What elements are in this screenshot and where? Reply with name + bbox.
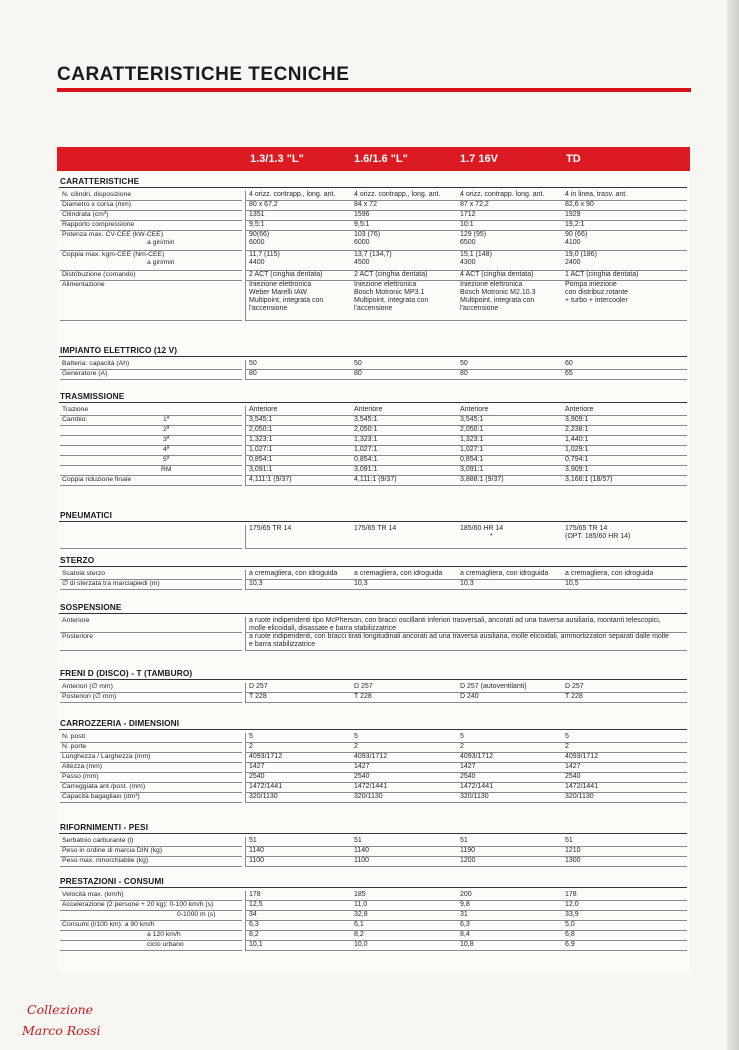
table-cell: 1,323:1 xyxy=(460,436,484,443)
section-rule xyxy=(59,679,687,680)
page-title: CARATTERISTICHE TECNICHE xyxy=(57,64,350,85)
table-cell: 6500 xyxy=(460,239,476,246)
table-cell: 185/60 HR 14 xyxy=(460,525,504,532)
gear-label: 3ª xyxy=(163,436,170,443)
row-label: Alimentazione xyxy=(62,281,105,288)
page-edge xyxy=(727,0,739,1050)
table-cell: 6,3 xyxy=(249,921,259,928)
table-cell: 4093/1712 xyxy=(354,753,388,760)
table-cell: 9,8 xyxy=(460,901,470,908)
table-cell: 4 in linea, trasv. ant. xyxy=(565,191,628,198)
table-cell: 4100 xyxy=(565,239,581,246)
table-cell: 1100 xyxy=(354,857,370,864)
table-cell: 65 xyxy=(565,370,573,377)
table-cell: 10,1 xyxy=(249,941,263,948)
section-title: PNEUMATICI xyxy=(60,510,113,520)
table-cell: 3,909:1 xyxy=(565,416,589,423)
table-cell: 1,029:1 xyxy=(565,446,589,453)
table-cell: 51 xyxy=(460,837,468,844)
row-label: Passo (mm) xyxy=(62,773,99,780)
table-cell: 4 ACT (cinghia dentata) xyxy=(460,271,534,278)
table-cell: 10,8 xyxy=(460,941,474,948)
section-title: RIFORNIMENTI - PESI xyxy=(60,822,149,832)
table-cell: 15,1 (148) xyxy=(460,251,492,258)
row-rule xyxy=(245,548,687,549)
row-label: Cilindrata (cm³) xyxy=(62,211,109,218)
row-rule xyxy=(245,950,687,951)
row-label: N. posti xyxy=(62,733,86,740)
section-rule xyxy=(59,833,687,834)
table-cell: 1100 xyxy=(249,857,265,864)
table-cell: T 228 xyxy=(249,693,267,700)
table-cell: 175/65 TR 14 xyxy=(565,525,608,532)
row-rule xyxy=(245,802,687,803)
gear-label: RM xyxy=(161,466,172,473)
table-cell: Anteriore xyxy=(249,406,278,413)
row-rule xyxy=(60,455,242,456)
table-cell: a cremagliera, con idroguida xyxy=(460,570,549,577)
column-divider xyxy=(245,525,246,549)
column-divider xyxy=(245,191,246,321)
table-cell: 1,027:1 xyxy=(249,446,273,453)
section-title: SOSPENSIONE xyxy=(60,602,122,612)
table-cell: 1,027:1 xyxy=(460,446,484,453)
table-cell: 8,2 xyxy=(354,931,364,938)
table-cell: 4,111:1 (9/37) xyxy=(249,476,292,483)
table-cell: 8,4 xyxy=(460,931,470,938)
row-rule xyxy=(60,379,242,380)
table-cell: 2540 xyxy=(460,773,476,780)
column-divider xyxy=(245,891,246,951)
table-cell: Bosch Motronic MP3.1 xyxy=(354,289,425,296)
table-cell: 320/1130 xyxy=(249,793,278,800)
table-cell: 19,0 (186) xyxy=(565,251,597,258)
table-cell: T 228 xyxy=(354,693,372,700)
column-divider xyxy=(245,406,246,486)
row-label: Batteria: capacità (Ah) xyxy=(62,360,130,367)
table-cell: 6000 xyxy=(354,239,370,246)
section-rule xyxy=(59,521,687,522)
row-sublabel: a 120 km/h xyxy=(147,931,181,938)
table-cell: 178 xyxy=(249,891,261,898)
column-divider xyxy=(245,683,246,703)
table-cell: Iniezione elettronica xyxy=(354,281,417,288)
table-cell: l'accensione xyxy=(249,305,288,312)
table-cell: Bosch Motronic M2.10.3 xyxy=(460,289,536,296)
row-label: Rapporto compressione xyxy=(62,221,135,228)
table-cell: 10,0 xyxy=(354,941,368,948)
table-cell: 87 x 72,2 xyxy=(460,201,489,208)
table-cell: 2 ACT (cinghia dentata) xyxy=(354,271,428,278)
table-cell: Anteriore xyxy=(565,406,594,413)
title-rule xyxy=(57,88,691,92)
section-rule xyxy=(59,887,687,888)
table-cell: 5 xyxy=(565,733,569,740)
table-cell: 4300 xyxy=(460,259,476,266)
table-cell: 1929 xyxy=(565,211,581,218)
table-cell: 4 orizz. contrapp. long. ant. xyxy=(460,191,545,198)
row-rule xyxy=(60,702,242,703)
table-cell: T 228 xyxy=(565,693,583,700)
table-cell: 5 xyxy=(249,733,253,740)
table-cell: 185 xyxy=(354,891,366,898)
table-cell: 80 xyxy=(249,370,257,377)
table-cell: 50 xyxy=(354,360,362,367)
table-header xyxy=(57,147,690,171)
table-cell: 2 xyxy=(460,743,464,750)
row-rule xyxy=(245,866,687,867)
table-cell: 3,545:1 xyxy=(249,416,273,423)
table-cell: 1300 xyxy=(565,857,581,864)
table-cell: 2400 xyxy=(565,259,581,266)
table-cell-wide: e barra stabilizzatrice xyxy=(249,641,316,648)
row-label: Anteriori (∅ mm) xyxy=(62,683,113,690)
column-header: 1.6/1.6 "L" xyxy=(354,153,408,165)
column-header: 1.7 16V xyxy=(460,153,498,165)
table-cell: 13,7 (134,7) xyxy=(354,251,392,258)
section-rule xyxy=(59,402,687,403)
table-cell: 1200 xyxy=(460,857,476,864)
table-cell: 80 x 67,2 xyxy=(249,201,278,208)
table-cell: D 257 xyxy=(565,683,584,690)
table-cell: 6,3 xyxy=(460,921,470,928)
table-cell: 6,9 xyxy=(565,941,575,948)
table-cell: l'accensione xyxy=(460,305,499,312)
table-cell: 84 x 72 xyxy=(354,201,377,208)
table-cell: 4,111:1 (9/37) xyxy=(354,476,397,483)
column-divider xyxy=(245,617,246,651)
table-cell: 51 xyxy=(249,837,257,844)
table-cell-wide: a ruote indipendenti, con bracci tirati longitudinali ancorati ad una traversa ausiliaria, molle elicoidali, ammortizzatori separati dalle molle xyxy=(249,633,669,640)
row-rule xyxy=(245,485,687,486)
table-cell: 90 (66) xyxy=(565,231,588,238)
table-cell: 4093/1712 xyxy=(460,753,494,760)
row-rule xyxy=(60,435,242,436)
column-header: TD xyxy=(566,153,581,165)
row-label: Lunghezza / Larghezza (mm) xyxy=(62,753,151,760)
table-cell: 4 orizz. contrapp., long. ant. xyxy=(249,191,336,198)
table-cell: 1427 xyxy=(354,763,370,770)
table-cell: l'accensione xyxy=(354,305,393,312)
row-rule xyxy=(245,702,687,703)
table-cell: con distribuz.rotante xyxy=(565,289,629,296)
table-cell: D 240 xyxy=(460,693,479,700)
row-sublabel: a giri/min xyxy=(147,259,175,266)
table-cell: 10,5 xyxy=(565,580,579,587)
table-cell: 33,9 xyxy=(565,911,579,918)
column-divider xyxy=(245,360,246,380)
table-cell: 34 xyxy=(249,911,257,918)
gear-label: 1ª xyxy=(163,416,170,423)
table-cell: 0,794:1 xyxy=(565,456,589,463)
row-label: Peso max. rimorchiabile (kg) xyxy=(62,857,149,864)
table-cell: 1190 xyxy=(460,847,476,854)
section-title: IMPIANTO ELETTRICO (12 V) xyxy=(60,345,178,355)
row-label: Velocità max. (km/h) xyxy=(62,891,124,898)
row-rule xyxy=(60,548,242,549)
row-label: Distribuzione (comando) xyxy=(62,271,136,278)
table-cell: 3,091:1 xyxy=(460,466,484,473)
row-rule xyxy=(60,950,242,951)
table-cell: 2540 xyxy=(565,773,581,780)
section-title: PRESTAZIONI - CONSUMI xyxy=(60,876,164,886)
table-cell: 9,5:1 xyxy=(354,221,370,228)
table-cell: 129 (95) xyxy=(460,231,487,238)
table-cell: 320/1130 xyxy=(354,793,383,800)
row-rule xyxy=(60,320,242,321)
table-cell: 12,0 xyxy=(565,901,579,908)
row-label: Coppia max. kgm-CEE (Nm-CEE) xyxy=(62,251,165,258)
table-cell: 3,888:1 (9/37) xyxy=(460,476,504,483)
table-cell: 51 xyxy=(565,837,573,844)
section-title: FRENI D (DISCO) - T (TAMBURO) xyxy=(60,668,193,678)
table-cell: Multipoint, integrata con xyxy=(249,297,324,304)
row-label: Carreggiata ant./post. (mm) xyxy=(62,783,146,790)
table-cell: 82,6 x 90 xyxy=(565,201,594,208)
table-cell: 0,854:1 xyxy=(354,456,378,463)
table-cell: 4 orizz. contrapp., long. ant. xyxy=(354,191,441,198)
table-cell-wide: a ruote indipendenti tipo McPherson, con bracci oscillanti inferiori trasversali, ancorati ad una traversa ausiliaria, montanti telescopici, xyxy=(249,617,661,624)
row-label: Generatore (A) xyxy=(62,370,108,377)
section-rule xyxy=(59,566,687,567)
table-cell: 103 (76) xyxy=(354,231,381,238)
table-cell: 175/65 TR 14 xyxy=(354,525,397,532)
table-cell: 31 xyxy=(460,911,468,918)
table-cell: 12,5 xyxy=(249,901,263,908)
row-sublabel: ciclo urbano xyxy=(147,941,184,948)
table-cell: 1140 xyxy=(354,847,370,854)
table-cell: 11,0 xyxy=(354,901,368,908)
table-cell: 4500 xyxy=(354,259,370,266)
row-label: Cambio: xyxy=(62,416,88,423)
table-cell: 50 xyxy=(249,360,257,367)
table-cell: 2 xyxy=(249,743,253,750)
table-cell: 11,7 (115) xyxy=(249,251,280,258)
table-cell: 3,166:1 (18/57) xyxy=(565,476,613,483)
table-cell: 1472/1441 xyxy=(249,783,283,790)
table-cell: 5 xyxy=(460,733,464,740)
table-cell: 2540 xyxy=(354,773,370,780)
table-cell: 6000 xyxy=(249,239,265,246)
table-cell: 80 xyxy=(460,370,468,377)
table-cell: * xyxy=(490,533,493,540)
gear-label: 4ª xyxy=(163,446,170,453)
table-cell: 10,3 xyxy=(460,580,474,587)
table-cell: 2540 xyxy=(249,773,265,780)
table-cell: 1,323:1 xyxy=(354,436,378,443)
table-cell: 2,050:1 xyxy=(354,426,378,433)
table-cell: 1596 xyxy=(354,211,370,218)
table-cell: 2,050:1 xyxy=(249,426,273,433)
table-cell: 178 xyxy=(565,891,577,898)
table-cell: 5 xyxy=(354,733,358,740)
row-label: N. cilindri, disposizione xyxy=(62,191,132,198)
table-cell: a cremagliera, con idroguida xyxy=(565,570,654,577)
table-cell: 2 xyxy=(565,743,569,750)
column-divider xyxy=(245,837,246,867)
table-cell: 90(66) xyxy=(249,231,270,238)
row-label: Posteriore xyxy=(62,633,93,640)
row-rule xyxy=(60,589,242,590)
table-cell: 4093/1712 xyxy=(249,753,283,760)
table-cell: 1427 xyxy=(249,763,265,770)
table-cell: Weber Marelli IAW xyxy=(249,289,307,296)
table-cell: 3,545:1 xyxy=(354,416,378,423)
row-rule xyxy=(60,742,242,743)
table-cell: 2,050:1 xyxy=(460,426,484,433)
table-cell: 1,323:1 xyxy=(249,436,273,443)
table-cell: 1 ACT (cinghia dentata) xyxy=(565,271,639,278)
table-cell: Iniezione elettronica xyxy=(460,281,523,288)
table-cell: 19,2:1 xyxy=(565,221,585,228)
table-cell: 32,8 xyxy=(354,911,368,918)
row-rule xyxy=(60,445,242,446)
table-cell: Pompa iniezione xyxy=(565,281,617,288)
table-cell: 60 xyxy=(565,360,573,367)
table-cell: 320/1130 xyxy=(460,793,489,800)
table-cell: 4400 xyxy=(249,259,265,266)
row-rule xyxy=(60,485,242,486)
table-cell: a cremagliera, con idroguida xyxy=(354,570,443,577)
table-cell: 10,3 xyxy=(354,580,368,587)
table-cell: 5,0 xyxy=(565,921,575,928)
table-cell: 1472/1441 xyxy=(354,783,388,790)
section-title: STERZO xyxy=(60,555,95,565)
section-rule xyxy=(59,187,687,188)
table-cell: 1712 xyxy=(460,211,476,218)
table-cell: 2,238:1 xyxy=(565,426,589,433)
table-cell: Multipoint, integrata con xyxy=(354,297,429,304)
column-divider xyxy=(245,570,246,590)
gear-label: 5ª xyxy=(163,456,170,463)
table-cell: 2 xyxy=(354,743,358,750)
row-rule xyxy=(245,650,687,651)
table-cell: D 257 (autoventilanti) xyxy=(460,683,527,690)
table-cell: 3,091:1 xyxy=(354,466,378,473)
table-cell: 175/65 TR 14 xyxy=(249,525,292,532)
table-cell: 1472/1441 xyxy=(460,783,494,790)
row-label: N. porte xyxy=(62,743,87,750)
table-cell: 1,440:1 xyxy=(565,436,589,443)
collection-stamp-line2: Marco Rossi xyxy=(22,1023,101,1038)
row-rule xyxy=(60,650,242,651)
table-cell: 3,091:1 xyxy=(249,466,273,473)
table-cell: 6,1 xyxy=(354,921,364,928)
section-rule xyxy=(59,729,687,730)
section-rule xyxy=(59,356,687,357)
row-label: Altezza (mm) xyxy=(62,763,103,770)
row-label: Anteriore xyxy=(62,617,90,624)
table-cell: 0,854:1 xyxy=(249,456,273,463)
table-cell: 6,8 xyxy=(565,931,575,938)
table-cell: 50 xyxy=(460,360,468,367)
table-cell: 10:1 xyxy=(460,221,474,228)
row-label: Capacità bagagliaio (dm³) xyxy=(62,793,140,800)
table-cell: 1351 xyxy=(249,211,265,218)
spec-table xyxy=(57,147,690,972)
row-label: Scatola sterzo xyxy=(62,570,106,577)
row-label: Trazione xyxy=(62,406,89,413)
table-cell: 1140 xyxy=(249,847,265,854)
row-label: ∅ di sterzata tra marciapiedi (m) xyxy=(62,580,160,587)
table-cell: 1,027:1 xyxy=(354,446,378,453)
row-rule xyxy=(60,866,242,867)
table-cell: 9,5:1 xyxy=(249,221,265,228)
table-cell: 200 xyxy=(460,891,472,898)
row-label: Coppia riduzione finale xyxy=(62,476,132,483)
row-rule xyxy=(60,802,242,803)
row-rule xyxy=(245,320,687,321)
table-cell: a cremagliera, con idroguida xyxy=(249,570,338,577)
row-label: Peso in ordine di marcia DIN (kg) xyxy=(62,847,163,854)
table-cell: 3,545:1 xyxy=(460,416,484,423)
row-sublabel: a giri/min xyxy=(147,239,175,246)
table-cell: 0,854:1 xyxy=(460,456,484,463)
table-cell: 10,3 xyxy=(249,580,263,587)
table-cell: 80 xyxy=(354,370,362,377)
row-sublabel: 0-1000 m (s) xyxy=(177,911,216,918)
table-cell: 51 xyxy=(354,837,362,844)
table-cell: 1210 xyxy=(565,847,581,854)
row-label: Serbatoio carburante (l) xyxy=(62,837,134,844)
table-cell: 320/1130 xyxy=(565,793,594,800)
table-cell: + turbo + intercooler xyxy=(565,297,628,304)
table-cell: 1472/1441 xyxy=(565,783,599,790)
gear-label: 2ª xyxy=(163,426,170,433)
section-title: TRASMISSIONE xyxy=(60,391,125,401)
table-cell: 8,2 xyxy=(249,931,259,938)
row-rule xyxy=(245,379,687,380)
table-cell: 3,909:1 xyxy=(565,466,589,473)
table-cell: Anteriore xyxy=(354,406,383,413)
column-header: 1.3/1.3 "L" xyxy=(250,153,304,165)
row-label: Diametro x corsa (mm) xyxy=(62,201,132,208)
row-label: Potenza max. CV-CEE (kW-CEE) xyxy=(62,231,164,238)
table-cell: 4093/1712 xyxy=(565,753,599,760)
table-cell: D 257 xyxy=(249,683,268,690)
table-cell: 1427 xyxy=(460,763,476,770)
row-label: Posteriori (∅ mm) xyxy=(62,693,117,700)
table-cell: Multipoint, integrata con xyxy=(460,297,535,304)
table-cell-wide: molle elicoidali, disassate e barra stabilizzatrice xyxy=(249,625,397,632)
row-rule xyxy=(60,425,242,426)
row-rule xyxy=(60,465,242,466)
collection-stamp-line1: Collezione xyxy=(27,1002,94,1017)
section-title: CARATTERISTICHE xyxy=(60,176,140,186)
table-cell: 1427 xyxy=(565,763,581,770)
row-label: Consumi (l/100 km): a 90 km/h xyxy=(62,921,155,928)
section-title: CARROZZERIA - DIMENSIONI xyxy=(60,718,180,728)
section-rule xyxy=(59,613,687,614)
row-rule xyxy=(245,742,687,743)
row-rule xyxy=(245,589,687,590)
table-cell: Iniezione elettronica xyxy=(249,281,312,288)
table-cell: D 257 xyxy=(354,683,373,690)
row-label: Accelerazione (2 persone + 20 kg): 0-100 km/h (s) xyxy=(62,901,214,908)
table-cell: 2 ACT (cinghia dentata) xyxy=(249,271,323,278)
table-cell: (OPT. 185/60 HR 14) xyxy=(565,533,631,540)
column-divider xyxy=(245,733,246,803)
table-cell: Anteriore xyxy=(460,406,489,413)
